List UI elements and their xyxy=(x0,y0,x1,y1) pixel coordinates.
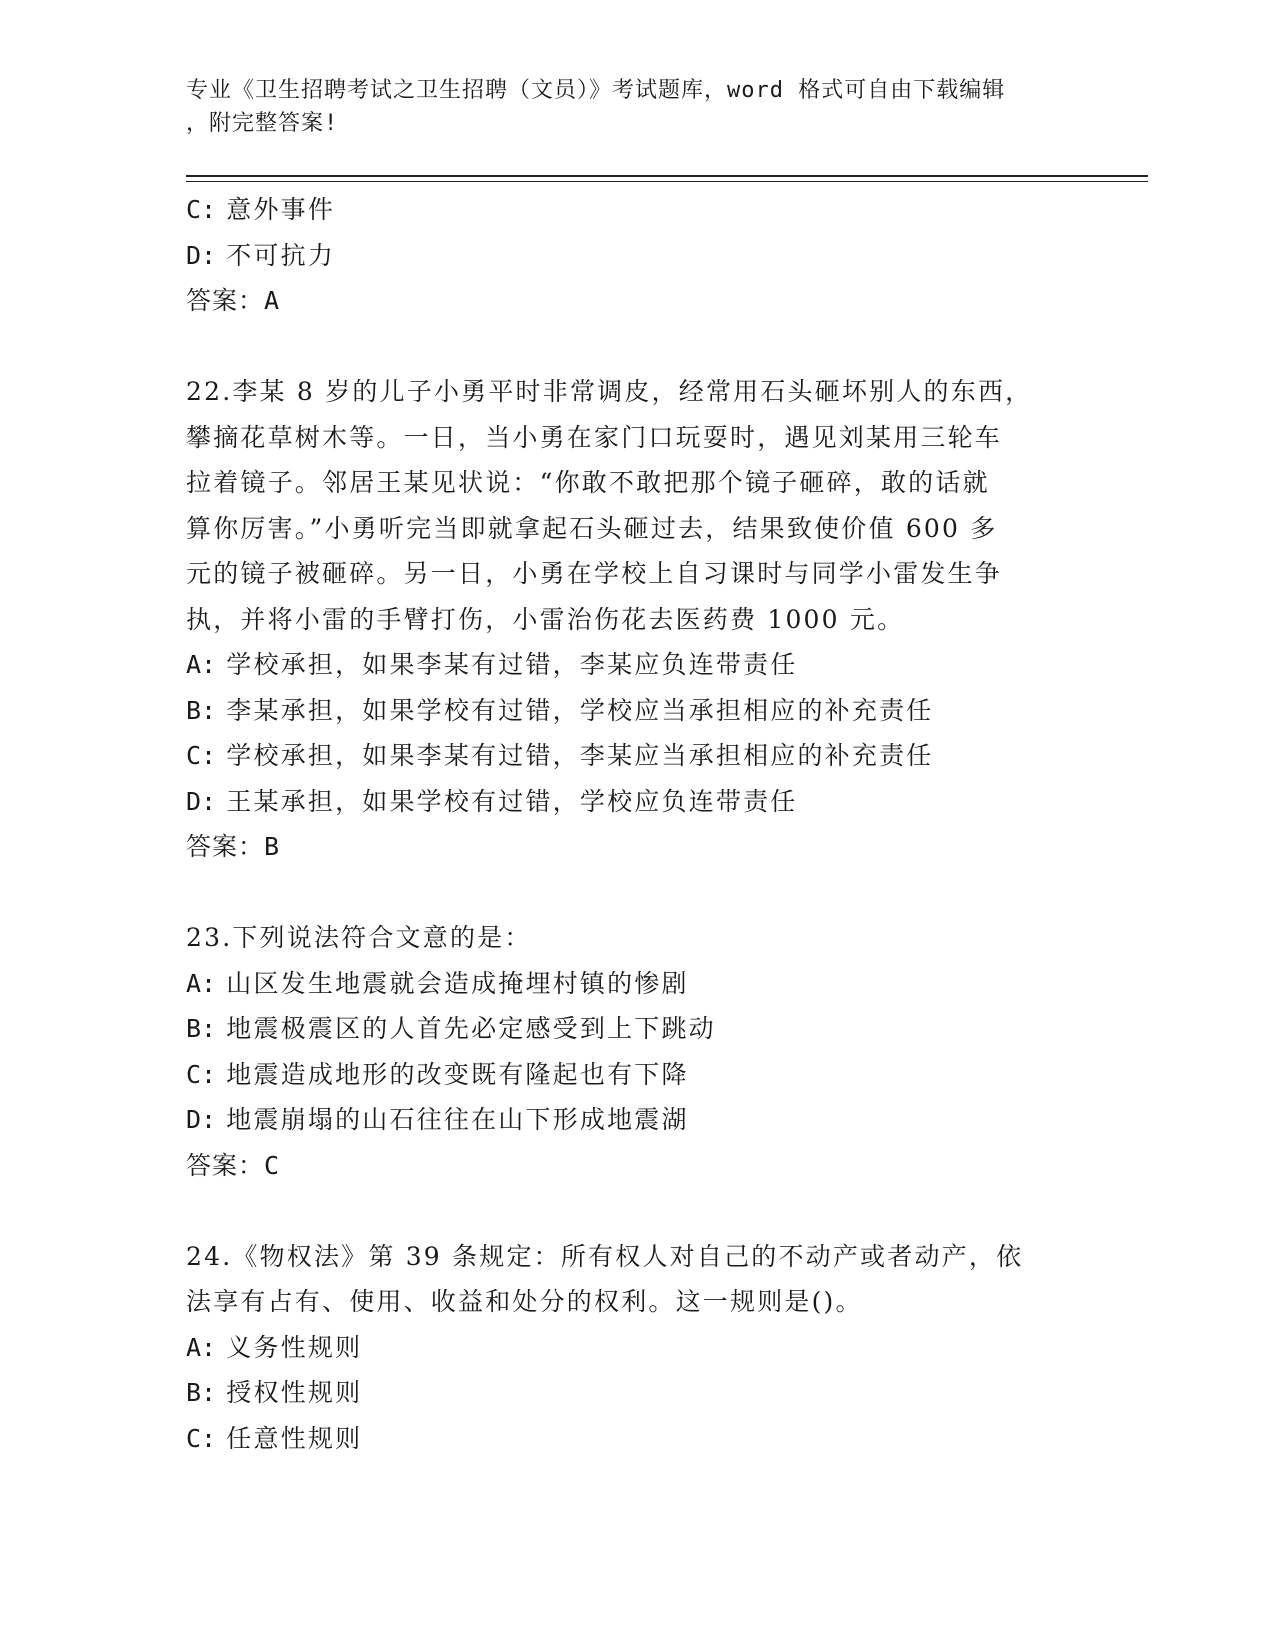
option-row xyxy=(186,779,1066,825)
question-text-line: 23.下列说法符合文意的是： xyxy=(186,923,532,952)
option-row xyxy=(186,187,1066,233)
header-line-2: ，附完整答案! xyxy=(186,111,339,136)
option-text: 地震造成地形的改变既有隆起也有下降 xyxy=(226,1059,689,1089)
header-divider-thick xyxy=(186,175,1148,177)
option-key: B: xyxy=(186,1378,217,1407)
option-text: 李某承担，如果学校有过错，学校应当承担相应的补充责任 xyxy=(226,695,934,725)
option-text: 意外事件 xyxy=(226,195,336,224)
option-text: 授权性规则 xyxy=(226,1378,363,1407)
previous-question xyxy=(186,187,1066,324)
option-row xyxy=(186,1097,1066,1143)
question-text-line: 执，并将小雷的手臂打伤，小雷治伤花去医药费 1000 元。 xyxy=(186,604,905,634)
option-text: 地震极震区的人首先必定感受到上下跳动 xyxy=(226,1014,716,1043)
spacer xyxy=(186,324,1066,370)
question-content xyxy=(186,187,1066,1461)
question-text-line: 24.《物权法》第 39 条规定：所有权人对自己的不动产或者动产，依 xyxy=(186,1241,1024,1271)
option-text: 不可抗力 xyxy=(226,240,336,270)
question-text-line: 算你厉害。”小勇听完当即就拿起石头砸过去，结果致使价值 600 多 xyxy=(186,513,998,543)
question-text-line: 法享有占有、使用、收益和处分的权利。这一规则是()。 xyxy=(186,1287,863,1316)
option-row xyxy=(186,1370,1066,1416)
option-text: 义务性规则 xyxy=(226,1332,363,1362)
answer-value: C xyxy=(264,1150,281,1180)
header-line-1: 专业《卫生招聘考试之卫生招聘（文员）》考试题库，word 格式可自由下载编辑 xyxy=(186,78,1006,103)
answer-label: 答案： xyxy=(186,286,265,315)
answer-row xyxy=(186,824,1066,870)
option-key: A: xyxy=(186,968,217,998)
option-text: 地震崩塌的山石往往在山下形成地震湖 xyxy=(226,1105,689,1134)
option-key: A: xyxy=(186,1332,217,1362)
option-key: A: xyxy=(186,650,217,679)
option-row xyxy=(186,642,1066,688)
option-key: B: xyxy=(186,1014,217,1043)
option-row xyxy=(186,1006,1066,1052)
option-text: 学校承担，如果李某有过错，李某应当承担相应的补充责任 xyxy=(226,741,934,770)
answer-value: A xyxy=(264,286,281,315)
option-row xyxy=(186,688,1066,734)
option-text: 山区发生地震就会造成掩埋村镇的惨剧 xyxy=(226,968,689,998)
option-row xyxy=(186,1416,1066,1462)
document-header xyxy=(186,74,1066,140)
option-text: 王某承担，如果学校有过错，学校应负连带责任 xyxy=(226,786,798,816)
spacer xyxy=(186,1188,1066,1234)
question-22 xyxy=(186,369,1066,870)
option-key: D: xyxy=(186,1105,217,1134)
option-key: C: xyxy=(186,741,217,770)
question-23 xyxy=(186,915,1066,1188)
question-text-line: 拉着镜子。邻居王某见状说：“你敢不敢把那个镜子砸碎，敢的话就 xyxy=(186,468,990,497)
option-key: B: xyxy=(186,695,217,725)
option-row xyxy=(186,961,1066,1007)
spacer xyxy=(186,870,1066,916)
question-text-line: 22.李某 8 岁的儿子小勇平时非常调皮，经常用石头砸坏别人的东西， xyxy=(186,377,1033,406)
option-row xyxy=(186,1325,1066,1371)
question-24 xyxy=(186,1234,1066,1462)
option-key: C: xyxy=(186,1423,217,1453)
header-divider-thin xyxy=(186,181,1148,182)
answer-label: 答案： xyxy=(186,1150,265,1180)
option-key: C: xyxy=(186,1059,217,1089)
question-text-line: 元的镜子被砸碎。另一日，小勇在学校上自习课时与同学小雷发生争 xyxy=(186,559,1003,588)
option-text: 任意性规则 xyxy=(226,1423,363,1453)
option-key: C: xyxy=(186,195,217,224)
question-text-line: 攀摘花草树木等。一日，当小勇在家门口玩耍时，遇见刘某用三轮车 xyxy=(186,422,1003,452)
answer-value: B xyxy=(264,832,281,861)
option-key: D: xyxy=(186,786,217,816)
option-row xyxy=(186,1052,1066,1098)
option-key: D: xyxy=(186,240,217,270)
answer-row xyxy=(186,1143,1066,1189)
option-text: 学校承担，如果李某有过错，李某应负连带责任 xyxy=(226,650,798,679)
option-row xyxy=(186,233,1066,279)
option-row xyxy=(186,733,1066,779)
answer-label: 答案： xyxy=(186,832,265,861)
answer-row xyxy=(186,278,1066,324)
